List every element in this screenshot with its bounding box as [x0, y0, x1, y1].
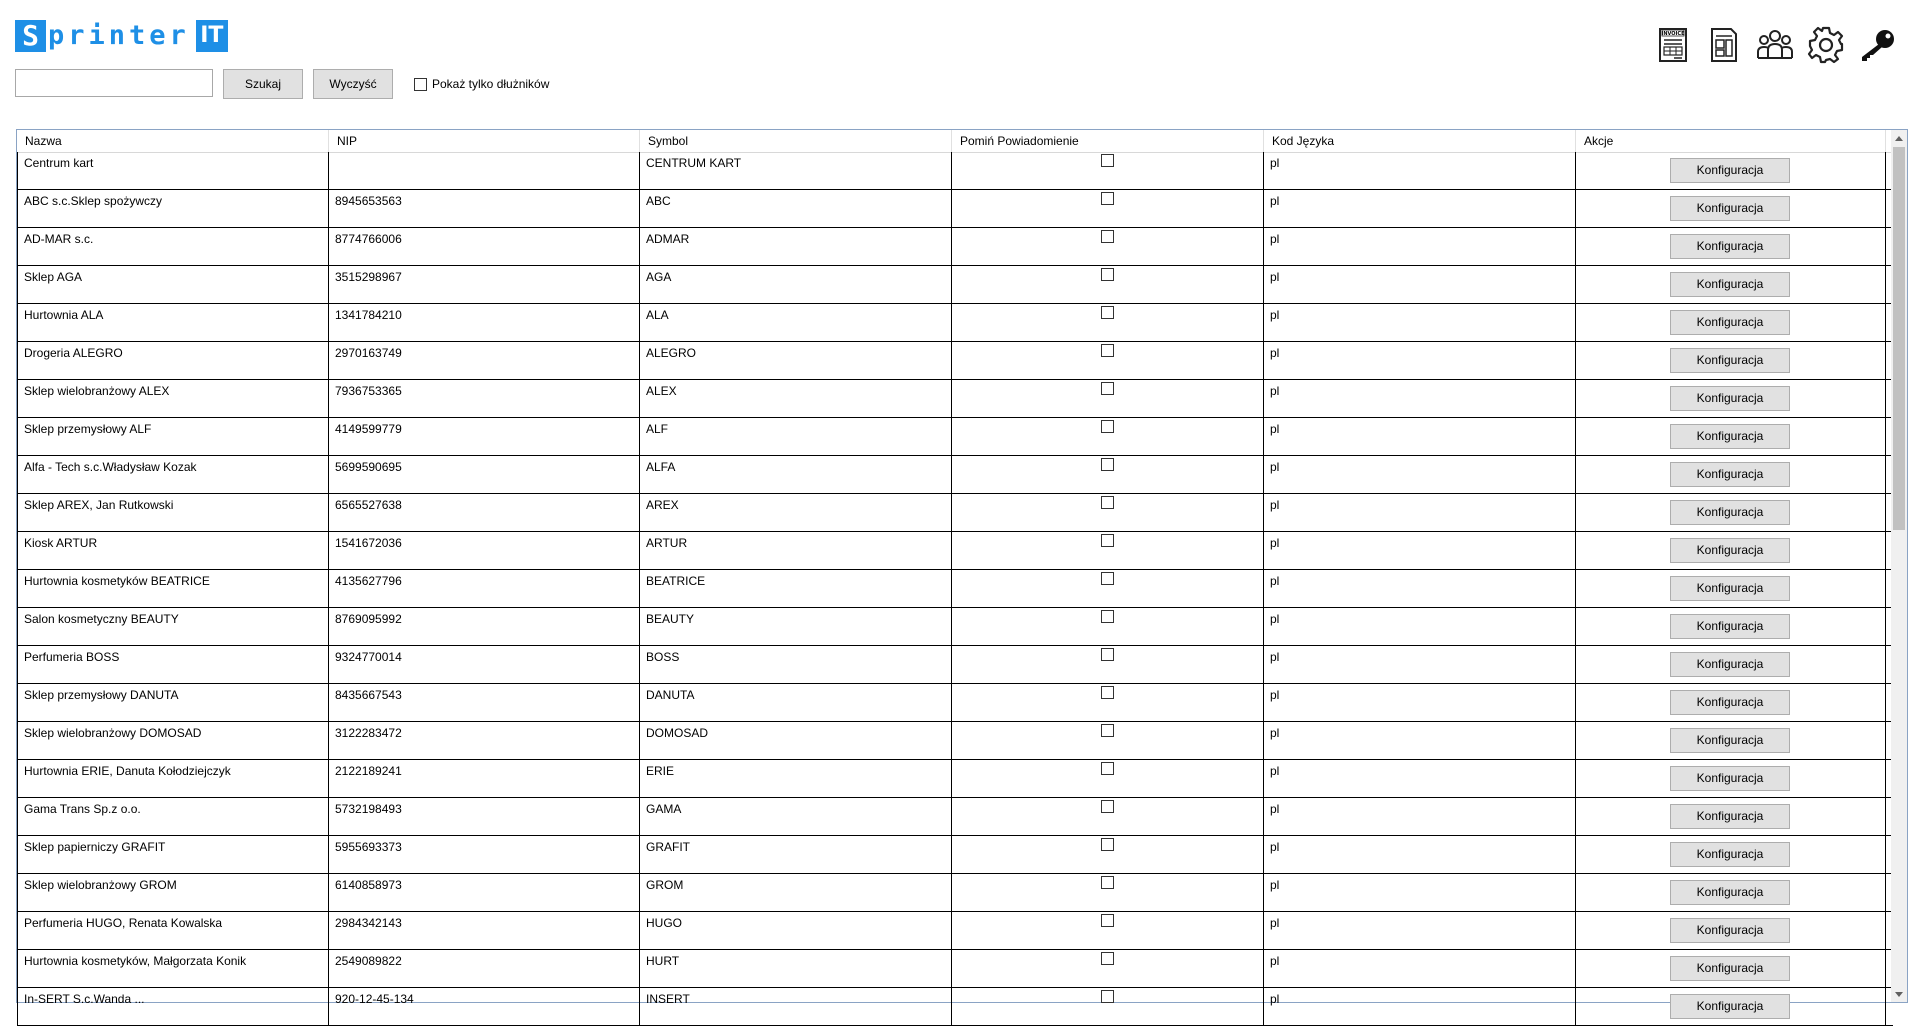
- cell-symbol: BEATRICE: [640, 570, 952, 607]
- cell-nip: 4135627796: [329, 570, 640, 607]
- cell-nip: 8769095992: [329, 608, 640, 645]
- invoice-icon[interactable]: [1654, 26, 1692, 64]
- gear-icon[interactable]: [1807, 26, 1845, 64]
- cell-name: Sklep wielobranżowy DOMOSAD: [17, 722, 329, 759]
- cell-symbol: AGA: [640, 266, 952, 303]
- column-header-nip[interactable]: NIP: [329, 130, 640, 152]
- cell-symbol: BOSS: [640, 646, 952, 683]
- configuration-button[interactable]: Konfiguracja: [1670, 500, 1790, 525]
- cell-skip-notification: [952, 684, 1264, 721]
- skip-notification-checkbox[interactable]: [1101, 648, 1114, 661]
- cell-actions: [1576, 190, 1886, 227]
- cell-language-code: pl: [1264, 912, 1576, 949]
- skip-notification-checkbox[interactable]: [1101, 610, 1114, 623]
- cell-language-code: pl: [1264, 266, 1576, 303]
- cell-nip: 9324770014: [329, 646, 640, 683]
- cell-skip-notification: [952, 190, 1264, 227]
- skip-notification-checkbox[interactable]: [1101, 496, 1114, 509]
- top-toolbar: [1654, 26, 1896, 64]
- configuration-button[interactable]: Konfiguracja: [1670, 462, 1790, 487]
- cell-name: Sklep wielobranżowy ALEX: [17, 380, 329, 417]
- scrollbar-thumb[interactable]: [1893, 147, 1905, 530]
- cell-actions: [1576, 304, 1886, 341]
- table-row[interactable]: [17, 570, 1893, 608]
- table-row[interactable]: [17, 380, 1893, 418]
- cell-symbol: ABC: [640, 190, 952, 227]
- invoice-icon-text: INVOICE: [1661, 31, 1685, 37]
- cell-skip-notification: [952, 266, 1264, 303]
- skip-notification-checkbox[interactable]: [1101, 762, 1114, 775]
- cell-symbol: INSERT: [640, 988, 952, 1025]
- configuration-button[interactable]: Konfiguracja: [1670, 234, 1790, 259]
- skip-notification-checkbox[interactable]: [1101, 572, 1114, 585]
- table-row[interactable]: [17, 684, 1893, 722]
- cell-language-code: pl: [1264, 570, 1576, 607]
- cell-name: Sklep wielobranżowy GROM: [17, 874, 329, 911]
- configuration-button[interactable]: Konfiguracja: [1670, 880, 1790, 905]
- skip-notification-checkbox[interactable]: [1101, 268, 1114, 281]
- cell-name: Sklep AGA: [17, 266, 329, 303]
- configuration-button[interactable]: Konfiguracja: [1670, 158, 1790, 183]
- cell-actions: [1576, 228, 1886, 265]
- logo-s-block: S: [15, 20, 46, 52]
- table-row[interactable]: [17, 608, 1893, 646]
- skip-notification-checkbox[interactable]: [1101, 420, 1114, 433]
- skip-notification-checkbox[interactable]: [1101, 306, 1114, 319]
- table-row[interactable]: [17, 418, 1893, 456]
- cell-actions: [1576, 874, 1886, 911]
- cell-name: Centrum kart: [17, 152, 329, 189]
- skip-notification-checkbox[interactable]: [1101, 876, 1114, 889]
- cell-nip: 3122283472: [329, 722, 640, 759]
- debtors-filter[interactable]: [414, 77, 549, 91]
- cell-name: Sklep przemysłowy ALF: [17, 418, 329, 455]
- cell-nip: 8774766006: [329, 228, 640, 265]
- table-row[interactable]: [17, 266, 1893, 304]
- cell-skip-notification: [952, 570, 1264, 607]
- configuration-button[interactable]: Konfiguracja: [1670, 538, 1790, 563]
- cell-symbol: GRAFIT: [640, 836, 952, 873]
- skip-notification-checkbox[interactable]: [1101, 800, 1114, 813]
- skip-notification-checkbox[interactable]: [1101, 230, 1114, 243]
- grid-rows: [17, 152, 1893, 1026]
- cell-nip: 2984342143: [329, 912, 640, 949]
- table-row[interactable]: [17, 950, 1893, 988]
- cell-symbol: CENTRUM KART: [640, 152, 952, 189]
- configuration-button[interactable]: Konfiguracja: [1670, 690, 1790, 715]
- table-row[interactable]: [17, 988, 1893, 1026]
- cell-language-code: pl: [1264, 456, 1576, 493]
- cell-actions: [1576, 266, 1886, 303]
- table-row[interactable]: [17, 152, 1893, 190]
- skip-notification-checkbox[interactable]: [1101, 344, 1114, 357]
- cell-name: Kiosk ARTUR: [17, 532, 329, 569]
- cell-name: ABC s.c.Sklep spożywczy: [17, 190, 329, 227]
- column-header-skip-notification[interactable]: Pomiń Powiadomienie: [952, 130, 1264, 152]
- table-row[interactable]: [17, 798, 1893, 836]
- cell-actions: [1576, 760, 1886, 797]
- column-header-name[interactable]: Nazwa: [17, 130, 329, 152]
- key-icon[interactable]: [1858, 26, 1896, 64]
- cell-skip-notification: [952, 380, 1264, 417]
- skip-notification-checkbox[interactable]: [1101, 382, 1114, 395]
- cell-actions: [1576, 418, 1886, 455]
- table-row[interactable]: [17, 722, 1893, 760]
- cell-language-code: pl: [1264, 684, 1576, 721]
- cell-name: Drogeria ALEGRO: [17, 342, 329, 379]
- app-logo: [15, 20, 228, 52]
- cell-language-code: pl: [1264, 152, 1576, 189]
- cell-skip-notification: [952, 760, 1264, 797]
- cell-skip-notification: [952, 456, 1264, 493]
- configuration-button[interactable]: Konfiguracja: [1670, 310, 1790, 335]
- clear-button[interactable]: Wyczyść: [313, 69, 393, 99]
- cell-skip-notification: [952, 836, 1264, 873]
- configuration-button[interactable]: Konfiguracja: [1670, 386, 1790, 411]
- cell-actions: [1576, 646, 1886, 683]
- cell-nip: 5732198493: [329, 798, 640, 835]
- cell-nip: 8435667543: [329, 684, 640, 721]
- cell-nip: 8945653563: [329, 190, 640, 227]
- table-row[interactable]: [17, 912, 1893, 950]
- logo-word: printer: [48, 20, 190, 51]
- cell-language-code: pl: [1264, 494, 1576, 531]
- cell-skip-notification: [952, 722, 1264, 759]
- cell-symbol: ALEX: [640, 380, 952, 417]
- cell-nip: 7936753365: [329, 380, 640, 417]
- cell-skip-notification: [952, 494, 1264, 531]
- cell-language-code: pl: [1264, 380, 1576, 417]
- table-row[interactable]: [17, 228, 1893, 266]
- cell-language-code: pl: [1264, 418, 1576, 455]
- cell-name: Sklep AREX, Jan Rutkowski: [17, 494, 329, 531]
- cell-symbol: DANUTA: [640, 684, 952, 721]
- skip-notification-checkbox[interactable]: [1101, 534, 1114, 547]
- cell-nip: 5955693373: [329, 836, 640, 873]
- cell-language-code: pl: [1264, 874, 1576, 911]
- skip-notification-checkbox[interactable]: [1101, 838, 1114, 851]
- cell-language-code: pl: [1264, 228, 1576, 265]
- cell-language-code: pl: [1264, 950, 1576, 987]
- cell-name: In-SERT S.c.Wanda ...: [17, 988, 329, 1025]
- cell-symbol: ALF: [640, 418, 952, 455]
- cell-nip: 1341784210: [329, 304, 640, 341]
- skip-notification-checkbox[interactable]: [1101, 686, 1114, 699]
- cell-name: Gama Trans Sp.z o.o.: [17, 798, 329, 835]
- configuration-button[interactable]: Konfiguracja: [1670, 196, 1790, 221]
- configuration-button[interactable]: Konfiguracja: [1670, 842, 1790, 867]
- cell-skip-notification: [952, 646, 1264, 683]
- cell-nip: 5699590695: [329, 456, 640, 493]
- configuration-button[interactable]: Konfiguracja: [1670, 652, 1790, 677]
- cell-language-code: pl: [1264, 190, 1576, 227]
- cell-symbol: ERIE: [640, 760, 952, 797]
- users-group-icon[interactable]: [1756, 26, 1794, 64]
- cell-language-code: pl: [1264, 342, 1576, 379]
- table-row[interactable]: [17, 304, 1893, 342]
- cell-skip-notification: [952, 152, 1264, 189]
- cell-language-code: pl: [1264, 608, 1576, 645]
- cell-actions: [1576, 608, 1886, 645]
- cell-name: Hurtownia ALA: [17, 304, 329, 341]
- configuration-button[interactable]: Konfiguracja: [1670, 348, 1790, 373]
- cell-actions: [1576, 912, 1886, 949]
- configuration-button[interactable]: Konfiguracja: [1670, 272, 1790, 297]
- cell-language-code: pl: [1264, 532, 1576, 569]
- configuration-button[interactable]: Konfiguracja: [1670, 424, 1790, 449]
- cell-symbol: AREX: [640, 494, 952, 531]
- cell-name: AD-MAR s.c.: [17, 228, 329, 265]
- cell-actions: [1576, 950, 1886, 987]
- skip-notification-checkbox[interactable]: [1101, 724, 1114, 737]
- column-header-language-code[interactable]: Kod Języka: [1264, 130, 1576, 152]
- cell-language-code: pl: [1264, 988, 1576, 1025]
- configuration-button[interactable]: Konfiguracja: [1670, 614, 1790, 639]
- logo-it-block: IT: [196, 20, 228, 52]
- cell-name: Salon kosmetyczny BEAUTY: [17, 608, 329, 645]
- cell-actions: [1576, 152, 1886, 189]
- cell-name: Sklep przemysłowy DANUTA: [17, 684, 329, 721]
- search-button[interactable]: Szukaj: [223, 69, 303, 99]
- cell-nip: 6140858973: [329, 874, 640, 911]
- cell-actions: [1576, 722, 1886, 759]
- cell-actions: [1576, 798, 1886, 835]
- skip-notification-checkbox[interactable]: [1101, 192, 1114, 205]
- skip-notification-checkbox[interactable]: [1101, 458, 1114, 471]
- cell-nip: 6565527638: [329, 494, 640, 531]
- configuration-button[interactable]: Konfiguracja: [1670, 804, 1790, 829]
- grid-header: [17, 130, 1893, 153]
- cell-language-code: pl: [1264, 760, 1576, 797]
- cell-nip: 4149599779: [329, 418, 640, 455]
- cell-language-code: pl: [1264, 646, 1576, 683]
- configuration-button[interactable]: Konfiguracja: [1670, 766, 1790, 791]
- column-header-symbol[interactable]: Symbol: [640, 130, 952, 152]
- cell-nip: 3515298967: [329, 266, 640, 303]
- cell-nip: 1541672036: [329, 532, 640, 569]
- cell-symbol: HURT: [640, 950, 952, 987]
- cell-skip-notification: [952, 874, 1264, 911]
- cell-symbol: DOMOSAD: [640, 722, 952, 759]
- configuration-button[interactable]: Konfiguracja: [1670, 918, 1790, 943]
- skip-notification-checkbox[interactable]: [1101, 952, 1114, 965]
- document-layout-icon[interactable]: [1705, 26, 1743, 64]
- cell-skip-notification: [952, 798, 1264, 835]
- debtors-label: Pokaż tylko dłużników: [432, 77, 550, 91]
- cell-actions: [1576, 836, 1886, 873]
- cell-nip: 2122189241: [329, 760, 640, 797]
- skip-notification-checkbox[interactable]: [1101, 154, 1114, 167]
- cell-language-code: pl: [1264, 304, 1576, 341]
- table-row[interactable]: [17, 760, 1893, 798]
- configuration-button[interactable]: Konfiguracja: [1670, 728, 1790, 753]
- cell-name: Hurtownia ERIE, Danuta Kołodziejczyk: [17, 760, 329, 797]
- table-row[interactable]: [17, 456, 1893, 494]
- cell-actions: [1576, 342, 1886, 379]
- table-row[interactable]: [17, 836, 1893, 874]
- cell-nip: 2970163749: [329, 342, 640, 379]
- cell-skip-notification: [952, 912, 1264, 949]
- table-row[interactable]: [17, 874, 1893, 912]
- cell-name: Perfumeria HUGO, Renata Kowalska: [17, 912, 329, 949]
- cell-nip: 920-12-45-134: [329, 988, 640, 1025]
- cell-name: Sklep papierniczy GRAFIT: [17, 836, 329, 873]
- skip-notification-checkbox[interactable]: [1101, 990, 1114, 1003]
- cell-name: Alfa - Tech s.c.Władysław Kozak: [17, 456, 329, 493]
- column-header-actions[interactable]: Akcje: [1576, 130, 1886, 152]
- cell-symbol: BEAUTY: [640, 608, 952, 645]
- cell-skip-notification: [952, 988, 1264, 1025]
- table-row[interactable]: [17, 342, 1893, 380]
- cell-actions: [1576, 380, 1886, 417]
- skip-notification-checkbox[interactable]: [1101, 914, 1114, 927]
- cell-language-code: pl: [1264, 798, 1576, 835]
- scroll-up-arrow-icon[interactable]: [1891, 130, 1907, 146]
- configuration-button[interactable]: Konfiguracja: [1670, 576, 1790, 601]
- cell-skip-notification: [952, 950, 1264, 987]
- cell-symbol: ARTUR: [640, 532, 952, 569]
- table-row[interactable]: [17, 646, 1893, 684]
- cell-symbol: ALA: [640, 304, 952, 341]
- cell-language-code: pl: [1264, 836, 1576, 873]
- configuration-button[interactable]: Konfiguracja: [1670, 956, 1790, 981]
- cell-symbol: GROM: [640, 874, 952, 911]
- cell-actions: [1576, 532, 1886, 569]
- cell-actions: [1576, 570, 1886, 607]
- cell-actions: [1576, 494, 1886, 531]
- cell-skip-notification: [952, 418, 1264, 455]
- cell-nip: 2549089822: [329, 950, 640, 987]
- cell-name: Perfumeria BOSS: [17, 646, 329, 683]
- cell-name: Hurtownia kosmetyków BEATRICE: [17, 570, 329, 607]
- search-input[interactable]: [15, 69, 213, 97]
- table-row[interactable]: [17, 190, 1893, 228]
- cell-symbol: ALFA: [640, 456, 952, 493]
- cell-name: Hurtownia kosmetyków, Małgorzata Konik: [17, 950, 329, 987]
- cell-actions: [1576, 684, 1886, 721]
- cell-symbol: ADMAR: [640, 228, 952, 265]
- cell-symbol: ALEGRO: [640, 342, 952, 379]
- cell-actions: [1576, 988, 1886, 1025]
- scroll-down-arrow-icon[interactable]: [1891, 986, 1907, 1002]
- cell-skip-notification: [952, 608, 1264, 645]
- cell-symbol: GAMA: [640, 798, 952, 835]
- cell-language-code: pl: [1264, 722, 1576, 759]
- cell-actions: [1576, 456, 1886, 493]
- debtors-checkbox[interactable]: [414, 78, 427, 91]
- cell-nip: [329, 152, 640, 189]
- cell-symbol: HUGO: [640, 912, 952, 949]
- cell-skip-notification: [952, 532, 1264, 569]
- configuration-button[interactable]: Konfiguracja: [1670, 994, 1790, 1019]
- cell-skip-notification: [952, 304, 1264, 341]
- contractors-grid: [16, 129, 1908, 1013]
- vertical-scrollbar[interactable]: [1891, 130, 1907, 1002]
- cell-skip-notification: [952, 228, 1264, 265]
- table-row[interactable]: [17, 532, 1893, 570]
- table-row[interactable]: [17, 494, 1893, 532]
- cell-skip-notification: [952, 342, 1264, 379]
